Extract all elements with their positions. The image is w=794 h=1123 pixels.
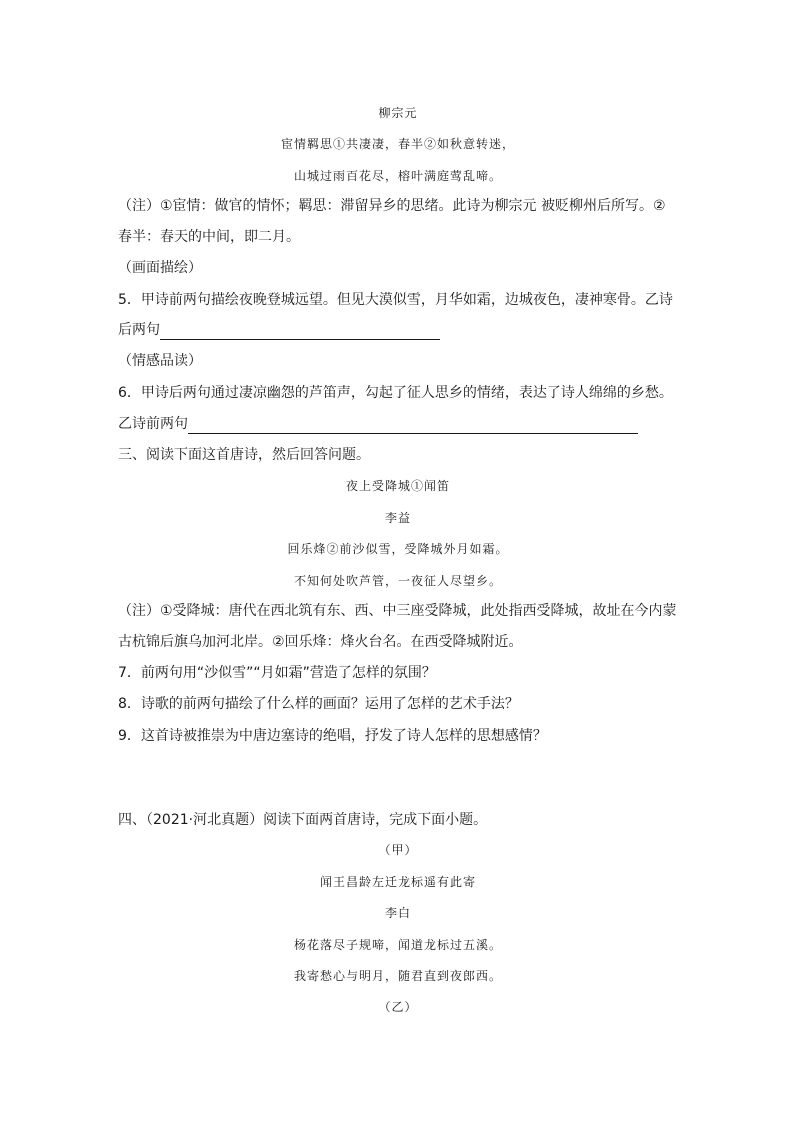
question-9: 9．这首诗被推崇为中唐边塞诗的绝唱，抒发了诗人怎样的思想感情？ [118,728,547,744]
poem-author: 李益 [384,511,411,525]
poem-line: 回乐烽②前沙似雪，受降城外月如霜。 [287,542,509,556]
answer-blank[interactable] [188,417,638,434]
part-heading: 四、（2021·河北真题）阅读下面两首唐诗，完成下面小题。 [118,812,488,828]
question-6: 6．甲诗后两句通过凄凉幽怨的芦笛声，勾起了征人思乡的情绪，表达了诗人绵绵的乡愁。 [118,385,673,401]
question-7: 7．前两句用“沙似雪”“月如霜”营造了怎样的氛围？ [118,665,436,681]
question-prefix: 乙诗前两句 [118,416,188,432]
section-label: （画面描绘） [118,260,202,276]
question-5: 5．甲诗前两句描绘夜晚登城远望。但见大漠似雪，月华如霜，边城夜色，凄神寒骨。乙诗 [118,292,673,308]
question-5-answer-line [118,320,678,340]
poem-note: （注）①宦情：做官的情怀；羁思：滞留异乡的思绪。此诗为柳宗元 被贬柳州后所写。② [118,198,666,214]
poem-note: （注）①受降城：唐代在西北筑有东、西、中三座受降城，此处指西受降城，故址在今内蒙 [118,603,677,619]
poem-title: 闻王昌龄左迁龙标遥有此寄 [319,875,476,889]
poem-author: 李白 [384,906,411,920]
poem-note: 古杭锦后旗乌加河北岸。②回乐烽：烽火台名。在西受降城附近。 [118,634,523,650]
poem-line: 宦情羁思①共凄凄，春半②如秋意转迷， [280,137,515,151]
question-prefix: 后两句 [118,322,160,338]
poem-label: （甲） [378,843,418,857]
poem-line: 杨花落尽子规啼，闻道龙标过五溪。 [293,938,502,952]
answer-blank[interactable] [160,323,440,340]
question-8: 8．诗歌的前两句描绘了什么样的画面？运用了怎样的艺术手法？ [118,696,519,712]
question-6-answer-line [118,414,678,434]
part-heading: 三、阅读下面这首唐诗，然后回答问题。 [118,447,370,463]
poem-line: 不知何处吹芦管，一夜征人尽望乡。 [293,574,502,588]
poem-note: 春半：春天的中间，即二月。 [118,229,300,245]
poem-label: （乙） [378,1000,418,1014]
section-label: （情感品读） [118,353,202,369]
poem-author: 柳宗元 [378,106,418,120]
poem-line: 山城过雨百花尽，榕叶满庭莺乱啼。 [293,169,502,183]
poem-title: 夜上受降城①闻笛 [345,479,450,493]
poem-line: 我寄愁心与明月，随君直到夜郎西。 [293,969,502,983]
